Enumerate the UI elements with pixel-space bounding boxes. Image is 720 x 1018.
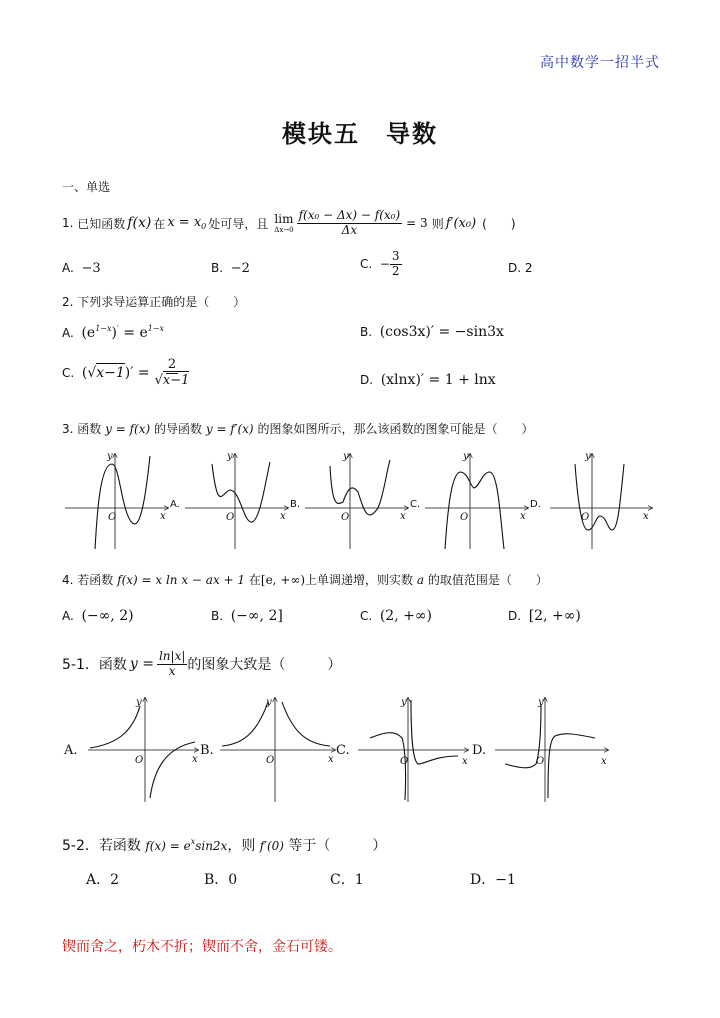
question-5-1 (62, 643, 341, 685)
question-5-2 (62, 835, 386, 855)
q2-number: 2. (62, 295, 74, 309)
q2-option-d (360, 372, 496, 388)
option-value: (−∞, 2] (230, 608, 283, 624)
origin-label: O (108, 512, 117, 523)
q3-graphs (60, 444, 660, 556)
a-exp: 1−x (95, 324, 112, 333)
q4-var: a (416, 573, 425, 587)
q52-fx: f(x) = e (145, 839, 191, 853)
c-fraction: $\frac{2}{√x-1}$ (154, 357, 190, 388)
option-value: 0 (228, 872, 238, 888)
q4-pre: 若函数 (77, 573, 114, 587)
option-value: 2 (524, 261, 533, 275)
option-key: B. (360, 325, 373, 339)
a-prime: ′ (116, 324, 119, 333)
y-axis-label: y (343, 451, 349, 462)
origin-label: O (266, 755, 275, 766)
q1-fx: f(x) (127, 215, 152, 231)
q1-mid1: 在 (153, 216, 166, 231)
q51-graphs (60, 690, 620, 808)
x-axis-label: x (280, 511, 286, 522)
x-axis-label: x (192, 754, 198, 765)
q1-eq: = 3 (406, 216, 428, 230)
option-key: C． (330, 872, 355, 888)
question-3 (62, 420, 533, 437)
graph-key: C. (336, 743, 350, 758)
q1-option-c (360, 250, 402, 279)
origin-label: O (341, 512, 350, 523)
question-4 (62, 571, 548, 588)
q4-interval: [e, +∞) (260, 573, 306, 587)
graph-key: A. (64, 743, 78, 758)
q1-cond-sub: 0 (201, 222, 207, 231)
q3-graph-a (65, 451, 180, 549)
y-axis-label: y (585, 451, 591, 462)
q52-option-b (204, 869, 237, 889)
header-tag: 高中数学一招半式 (540, 55, 660, 71)
fraction-numerator: ln|x| (158, 648, 186, 663)
y-axis-label: y (401, 697, 407, 708)
origin-label: O (400, 756, 409, 767)
q51-number: 5-1．函数 (62, 657, 127, 673)
q1-then: 则 (431, 216, 444, 231)
y-axis-label: y (463, 451, 469, 462)
graph-key: C. (410, 499, 421, 510)
graph-key: B. (200, 743, 214, 758)
option-key: D. (508, 609, 522, 623)
q3-f1: y = f(x) (105, 422, 151, 436)
q51-fraction (157, 650, 187, 679)
option-value: −3 (81, 261, 101, 276)
option-sign: − (379, 257, 390, 272)
a-close: ) (111, 325, 117, 341)
q51-graph-b (200, 697, 335, 802)
origin-label: O (460, 512, 469, 523)
fraction-numerator: 2 (167, 357, 177, 372)
origin-label: O (581, 512, 590, 523)
q1-denominator: Δx (341, 222, 358, 237)
fraction-denominator: x (168, 663, 176, 678)
c-close: )′ = (124, 365, 150, 382)
q3-mid: 的导函数 (154, 422, 203, 436)
q52-post: 等于（ ） (288, 838, 387, 854)
q4-option-c (360, 608, 432, 624)
x-axis-label: x (643, 511, 649, 522)
option-value: −2 (230, 261, 250, 276)
q51-graph-a (63, 697, 198, 802)
q3-graph-c (305, 451, 420, 549)
q2-option-c: C. (√x−1)′ = $\frac{2}{√x-1}$ (62, 357, 190, 388)
q2-option-b (360, 324, 504, 340)
footer-motto: 锲而舍之，朽木不折；锲而不舍，金石可镂。 (62, 939, 342, 955)
q52-fx-rest: sin2x (195, 839, 228, 853)
origin-label: O (135, 755, 144, 766)
question-2 (62, 293, 245, 310)
q51-post: 的图象大致是（ ） (187, 657, 342, 673)
x-axis-label: x (520, 511, 526, 522)
option-key: C. (360, 257, 373, 272)
x-axis-label: x (328, 754, 334, 765)
q4-option-a (62, 608, 134, 624)
q3-number: 3. (62, 422, 74, 436)
q1-limit-fraction (297, 209, 403, 238)
q3-graph-d (425, 451, 541, 549)
q1-option-a (62, 261, 101, 276)
q1-option-d (508, 261, 533, 275)
q1-number: 1. (62, 216, 74, 230)
origin-label: O (536, 756, 545, 767)
q1-mid2: 处可导，且 (208, 216, 269, 231)
a-base: (e (81, 325, 96, 341)
y-axis-label: y (107, 451, 113, 462)
page-title: 模块五 导数 (282, 120, 438, 148)
q1-paren: ( ) (482, 216, 516, 231)
q52-fx-exp: x (190, 837, 196, 846)
option-value: (cos3x)′ = −sin3x (379, 324, 504, 340)
q51-y: y = (129, 656, 154, 672)
option-key: B． (204, 872, 229, 888)
option-key: A. (62, 609, 74, 623)
x-axis-label: x (462, 756, 468, 767)
option-value: 1 (354, 872, 364, 888)
question-1 (62, 203, 516, 243)
y-axis-label: y (538, 697, 544, 708)
graph-key: B. (290, 499, 301, 510)
q4-option-d (508, 608, 581, 624)
option-key: A. (62, 261, 74, 275)
q1-pre: 已知函数 (77, 216, 126, 231)
q4-post2: 的取值范围是（ ） (427, 573, 548, 587)
q3-f2: y = f′(x) (205, 422, 254, 436)
q52-number: 5-2．若函数 (62, 838, 141, 854)
q3-post: 的图象如图所示，那么该函数的图象可能是（ ） (257, 422, 534, 436)
option-key: B. (211, 609, 224, 623)
q2-option-a (62, 324, 164, 341)
q52-option-a (86, 869, 119, 889)
a-eq: = e (118, 325, 148, 341)
option-value: (−∞, 2) (81, 608, 134, 624)
c-open: ( (81, 365, 88, 382)
option-value: [2, +∞) (528, 608, 581, 624)
q1-ask: f′(x₀) (445, 215, 477, 231)
q51-graph-d (472, 697, 608, 802)
q52-option-d (470, 869, 516, 889)
y-axis-label: y (136, 697, 142, 708)
q4-mid: 在 (248, 573, 261, 587)
q3-graph-b (185, 451, 300, 549)
option-key: A. (62, 326, 74, 340)
graph-key: D. (472, 743, 487, 758)
c-radicand: x−1 (96, 365, 125, 382)
option-fraction (390, 250, 402, 279)
q4-fx: f(x) = x ln x − ax + 1 (117, 573, 246, 587)
option-key: D． (470, 872, 496, 888)
q1-numerator: f(x₀ − Δx) − f(x₀) (298, 207, 401, 222)
fraction-denominator: 2 (391, 263, 400, 278)
q3-graph-e (550, 451, 652, 549)
q4-option-b (211, 608, 283, 624)
y-axis-label: y (266, 697, 272, 708)
q51-graph-c (336, 697, 468, 802)
option-value: 2 (110, 872, 120, 888)
graph-key: A. (170, 499, 180, 510)
q1-cond: x = x (167, 215, 202, 230)
fraction-numerator: 3 (391, 249, 400, 263)
x-axis-label: x (160, 511, 166, 522)
option-key: C. (360, 609, 373, 623)
option-key: C. (62, 366, 75, 381)
option-key: D. (360, 373, 374, 387)
y-axis-label: y (227, 451, 233, 462)
option-value: −1 (495, 872, 516, 888)
q52-ask: f′(0) (259, 839, 284, 853)
fraction-denominator: x−1 (162, 372, 190, 388)
q3-pre: 函数 (77, 422, 102, 436)
x-axis-label: x (400, 511, 406, 522)
q4-post1: 上单调递增，则实数 (305, 573, 414, 587)
q1-option-b (211, 261, 250, 276)
q52-mid: ，则 (227, 838, 256, 854)
q52-option-c (330, 869, 364, 889)
q1-lim: lim (274, 212, 294, 226)
option-key: B. (211, 261, 224, 275)
a-exp2: 1−x (147, 324, 165, 333)
x-axis-label: x (601, 756, 607, 767)
q1-lim-sub: Δx→0 (274, 226, 294, 234)
q2-text: 下列求导运算正确的是（ ） (77, 295, 246, 309)
option-value: (2, +∞) (379, 608, 432, 624)
origin-label: O (226, 512, 235, 523)
q4-number: 4. (62, 573, 74, 587)
option-value: (xlnx)′ = 1 + lnx (380, 372, 496, 388)
section-label: 一、单选 (62, 180, 111, 194)
option-key: A． (86, 872, 111, 888)
option-key: D. (508, 261, 522, 275)
graph-key: D. (530, 499, 541, 510)
